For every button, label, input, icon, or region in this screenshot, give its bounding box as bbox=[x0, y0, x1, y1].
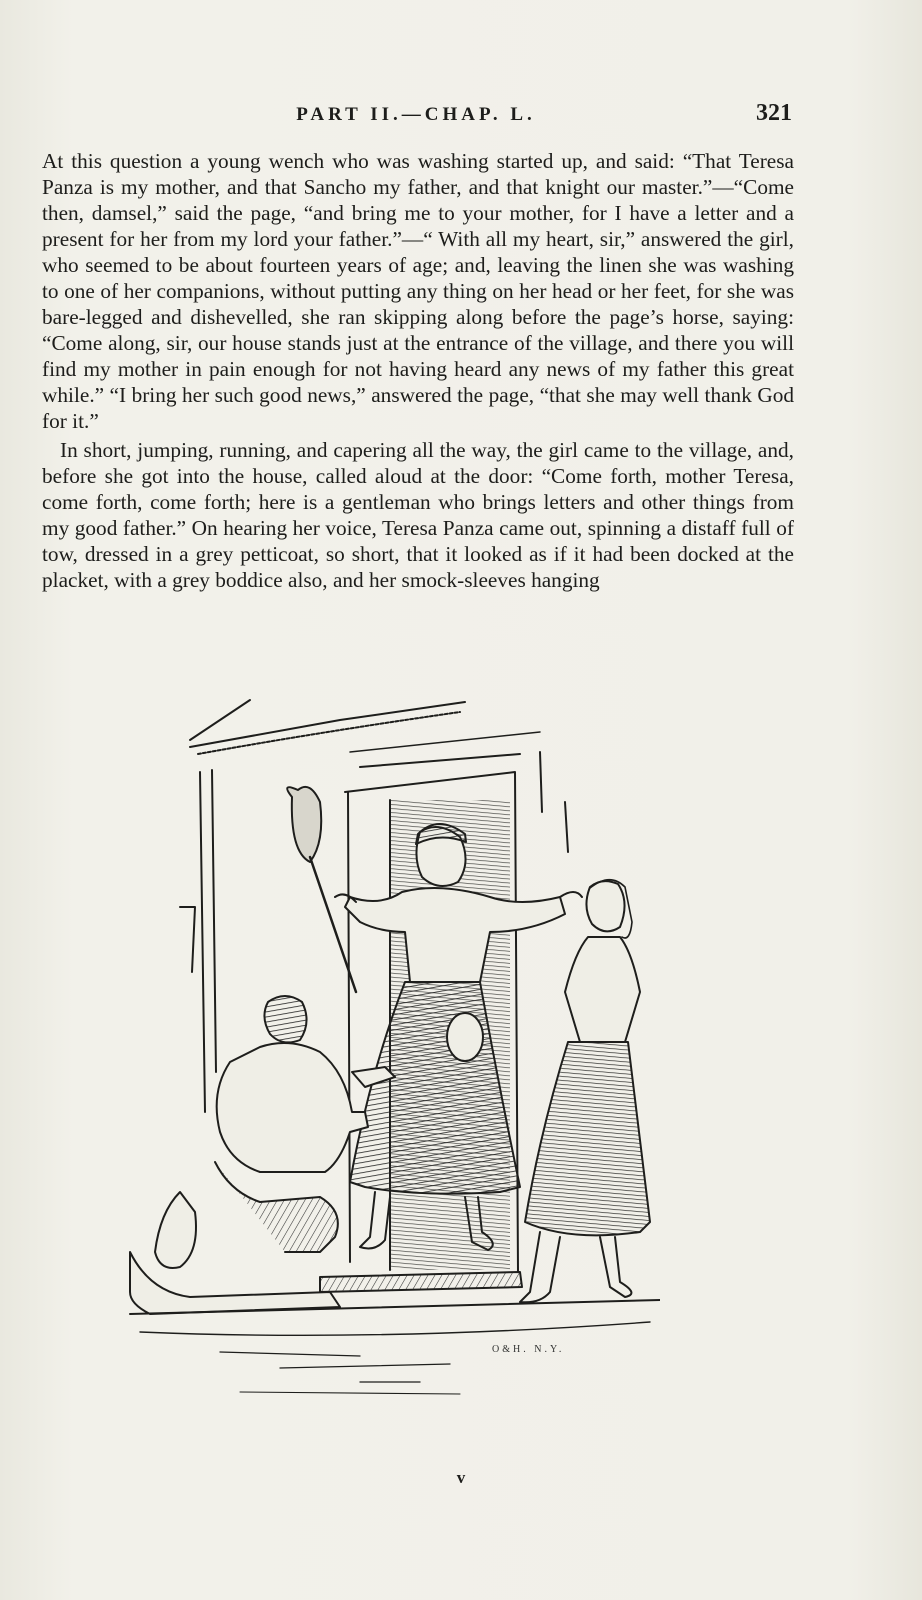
girl-figure bbox=[520, 880, 650, 1303]
paragraph-1: At this question a young wench who was washing started up, and said: “That Teresa Panza is my mother, and that Sancho my father, and that knight our master.”—“Come then, damsel,” said the page, “and bring me to your mother, for I have a letter and a present for her from my lord your father.”—“ With all my heart, sir,” answered the girl, who seemed to be about fourteen years of age; and, leaving the linen she was washing to one of her companions, without putting any thing on her head or her feet, for she was bare-legged and dishevelled, she ran skipping along before the page’s horse, saying: “Come along, sir, our house stands just at the entrance of the village, and there you will find my mother in pain enough for not having heard any news of my father this great while.” “I bring her such good news,” answered the page, “that she may well thank God for it.” bbox=[42, 149, 794, 433]
engraver-signature: O&H. N.Y. bbox=[492, 1344, 565, 1355]
paragraph-2: In short, jumping, running, and capering all the way, the girl came to the village, and, before she got into the house, called aloud at the door: “Come forth, mother Teresa, come forth, come forth; here is a gentleman who brings letters and other things from my good father.” On hearing her voice, Teresa Panza came out, spinning a distaff full of tow, dressed in a grey petticoat, so short, that it looked as if it had been docked at the placket, with a grey boddice also, and her smock-sleeves hanging bbox=[42, 438, 794, 592]
running-title: PART II.—CHAP. L. bbox=[296, 104, 536, 125]
house-roof bbox=[190, 700, 540, 767]
page-number: 321 bbox=[756, 100, 792, 126]
engraving-illustration bbox=[120, 692, 660, 1432]
running-head bbox=[40, 100, 792, 130]
signature-mark: v bbox=[456, 1468, 466, 1487]
ground bbox=[130, 1272, 660, 1394]
body-text bbox=[42, 148, 794, 593]
distaff bbox=[287, 787, 356, 992]
